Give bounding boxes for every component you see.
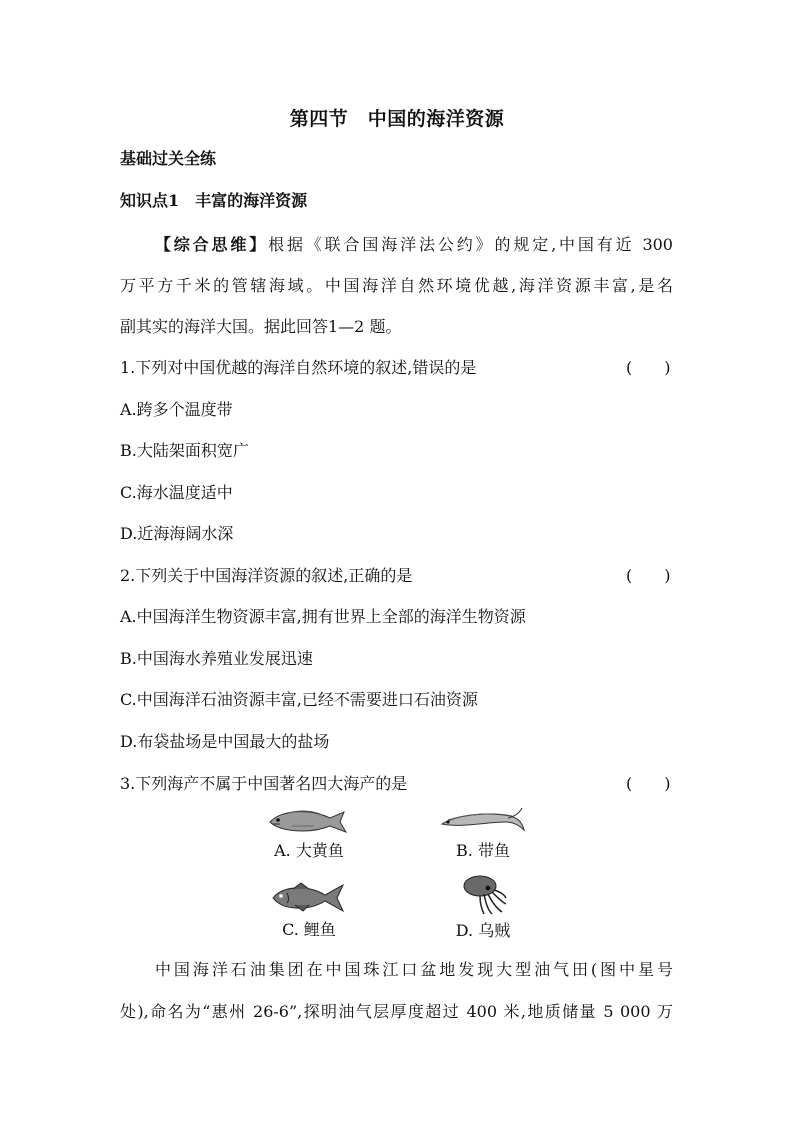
figure-c-caption: C. 鲤鱼	[282, 920, 336, 939]
question-3-stem: 3.下列海产不属于中国著名四大海产的是	[120, 774, 408, 793]
figure-a-caption: A. 大黄鱼	[274, 841, 344, 860]
figure-option-b[interactable]	[408, 806, 558, 862]
question-2-option-a[interactable]: A.中国海洋生物资源丰富,拥有世界上全部的海洋生物资源	[120, 607, 526, 626]
figure-option-a[interactable]	[234, 806, 384, 862]
question-2-answer-blank[interactable]: ( )	[626, 566, 671, 585]
question-2-option-b[interactable]: B.中国海水养殖业发展迅速	[120, 649, 313, 668]
intro-line-1	[120, 234, 673, 256]
section-heading: 基础过关全练	[120, 149, 217, 168]
question-1-option-a[interactable]: A.跨多个温度带	[120, 400, 233, 419]
passage-line-2: 处),命名为“惠州 26-6”,探明油气层厚度超过 400 米,地质储量 5 000 万	[120, 1002, 673, 1021]
passage-line-1-text: 中国海洋石油集团在中国珠江口盆地发现大型油气田(图中星号	[152, 960, 673, 979]
question-1-option-c[interactable]: C.海水温度适中	[120, 483, 233, 502]
page-title: 第四节 中国的海洋资源	[289, 108, 505, 130]
hairtail-icon	[438, 806, 528, 836]
knowledge-point-heading: 知识点1 丰富的海洋资源	[120, 191, 308, 210]
question-2-option-d[interactable]: D.布袋盐场是中国最大的盐场	[120, 732, 330, 751]
question-3-answer-blank[interactable]: ( )	[626, 774, 671, 793]
intro-line-2: 万平方千米的管辖海域。中国海洋自然环境优越,海洋资源丰富,是名	[120, 276, 673, 295]
question-1-option-d[interactable]: D.近海海阔水深	[120, 524, 234, 543]
figure-d-caption: D. 乌贼	[455, 921, 511, 940]
figure-option-c[interactable]	[234, 881, 384, 941]
question-1-answer-blank[interactable]: ( )	[626, 358, 671, 377]
figure-b-caption: B. 带鱼	[456, 841, 510, 860]
passage-line-1	[120, 959, 673, 981]
intro-tag: 【综合思维】	[152, 235, 269, 254]
figure-option-d[interactable]	[408, 872, 558, 942]
carp-icon	[269, 881, 349, 915]
intro-line-3: 副其实的海洋大国。据此回答1—2 题。	[120, 317, 402, 336]
question-1-stem: 1.下列对中国优越的海洋自然环境的叙述,错误的是	[120, 358, 477, 377]
question-2-stem: 2.下列关于中国海洋资源的叙述,正确的是	[120, 566, 413, 585]
intro-line-1-text: 根据《联合国海洋法公约》的规定,中国有近 300	[268, 235, 673, 254]
question-1-option-b[interactable]: B.大陆架面积宽广	[120, 441, 249, 460]
cuttlefish-icon	[458, 872, 508, 916]
yellow-croaker-icon	[266, 806, 352, 836]
question-2-option-c[interactable]: C.中国海洋石油资源丰富,已经不需要进口石油资源	[120, 690, 478, 709]
